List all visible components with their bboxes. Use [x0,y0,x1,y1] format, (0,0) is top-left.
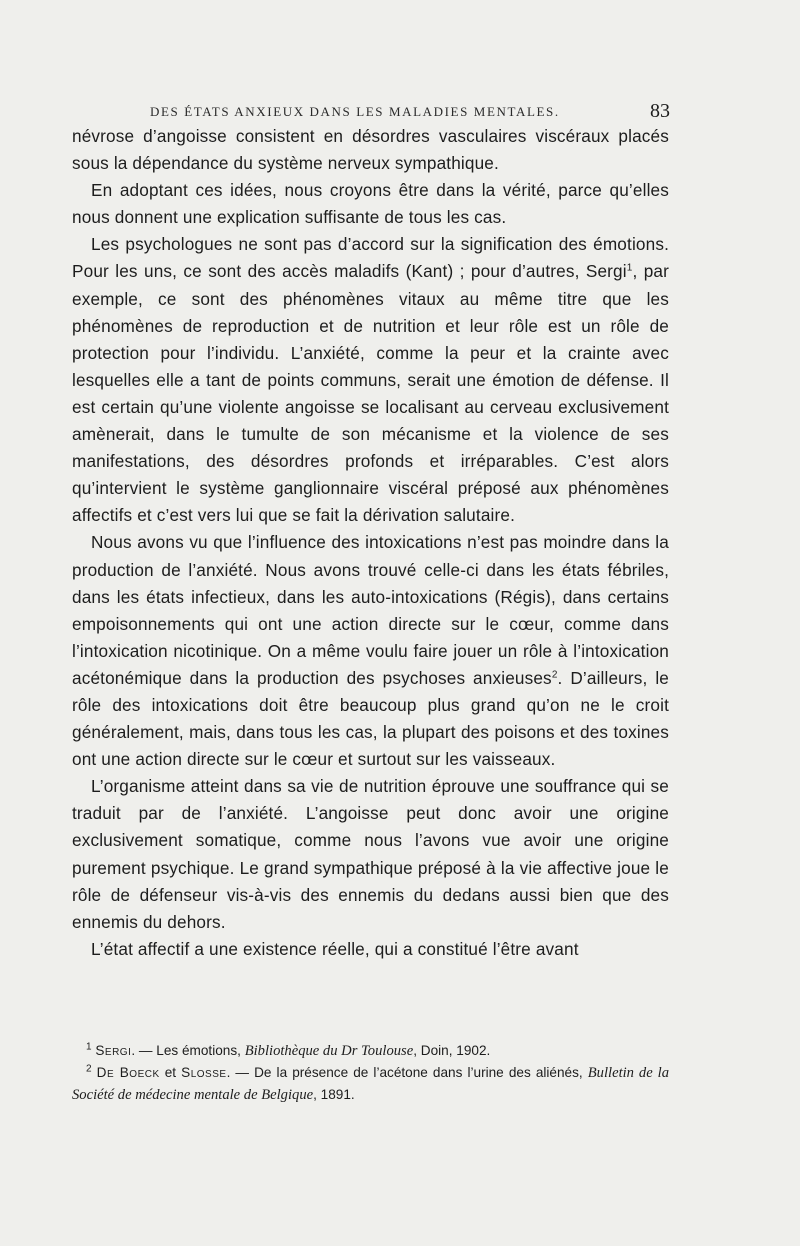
footnote-source-title: Bibliothèque du Dr Toulouse [244,1043,414,1059]
footnote-author: Slosse [181,1065,227,1080]
page-number: 83 [650,100,670,122]
footnote-author: De Boeck [96,1065,160,1080]
footnote-text: . — Les émotions, [131,1043,245,1058]
footnote-author: Sergi [95,1043,132,1058]
paragraph [72,231,669,529]
paragraph-text: Nous avons vu que l’influence des intoxications n’est pas moindre dans la production de l’anxiété. Nous avons trouvé celle-ci dans les états fébriles, dans les états infectieux, dans les auto-intoxications (Régis), dans certains empoisonnements qui ont une action directe sur le cœur, comme dans l’intoxication nicotinique. On a même voulu faire jouer un rôle à l’intoxication acétonémique dans la production des psychoses anxieuses [72,532,669,688]
paragraph-text: , par exemple, ce sont des phénomènes vitaux au même titre que les phénomènes de reproduction et de nutrition et leur rôle est un rôle de protection pour l’individu. L’anxiété, comme la peur et la crainte avec lesquelles elle a tant de points communs, serait une émotion de défense. Il est certain qu’une violente angoisse se localisant au cerveau exclusivement amènerait, dans le tumulte de son mécanisme et la violence de ses manifestations, des désordres profonds et irréparables. C’est alors qu’intervient le système ganglionnaire viscéral préposé aux phénomènes affectifs et c’est vers lui que se fait la dérivation salutaire. [72,261,669,526]
paragraph: L’état affectif a une existence réelle, qui a constitué l’être avant [91,938,579,959]
footnote-source-title: Bulletin de la Société de médecine mentale de Belgique [72,1065,670,1103]
footnote-mark: 1 [86,1041,92,1053]
paragraph: L’organisme atteint dans sa vie de nutrition éprouve une souffrance qui se traduit par de l’anxiété. L’angoisse peut donc avoir une origine exclusivement somatique, comme nous l’avons vue avoir une origine purement psychique. Le grand sympathique préposé à la vie affective joue le rôle de défenseur vis-à-vis des ennemis du dedans aussi bien que des ennemis du dehors. [72,776,669,932]
footnote-1 [72,1040,669,1062]
footnote-mark: 2 [86,1063,92,1075]
footnote-ref: 2 [551,669,558,681]
footnote-text: , Doin, 1902. [413,1043,491,1058]
paragraph-text: Les psychologues ne sont pas d’accord sur la signification des émotions. Pour les uns, ce sont des accès maladifs (Kant) ; pour d’autres, Sergi [72,234,669,282]
footnote-2 [72,1062,669,1106]
footnote-text: . — De la présence de l’acétone dans l’urine des aliénés, [226,1065,588,1080]
paragraph: En adoptant ces idées, nous croyons être dans la vérité, parce qu’elles nous donnent une explication suffisante de tous les cas. [72,180,669,228]
body-text [72,123,669,963]
paragraph-text: . D’ailleurs, le rôle des intoxications doit être beaucoup plus grand qu’on ne le croit généralement, mais, dans tous les cas, la plupart des poisons et des toxines ont une action directe sur le cœur et surtout sur les vaisseaux. [72,667,669,770]
running-head [70,102,670,122]
footnote-ref: 1 [626,262,633,274]
running-title: DES ÉTATS ANXIEUX DANS LES MALADIES MENTALES. [150,104,560,119]
paragraph [72,529,669,773]
footnotes [72,1040,669,1106]
footnote-text: et [159,1065,182,1080]
paragraph-continued: névrose d’angoisse consistent en désordres vasculaires viscéraux placés sous la dépendance du système nerveux sympathique. [72,126,669,174]
footnote-text: , 1891. [313,1087,355,1102]
